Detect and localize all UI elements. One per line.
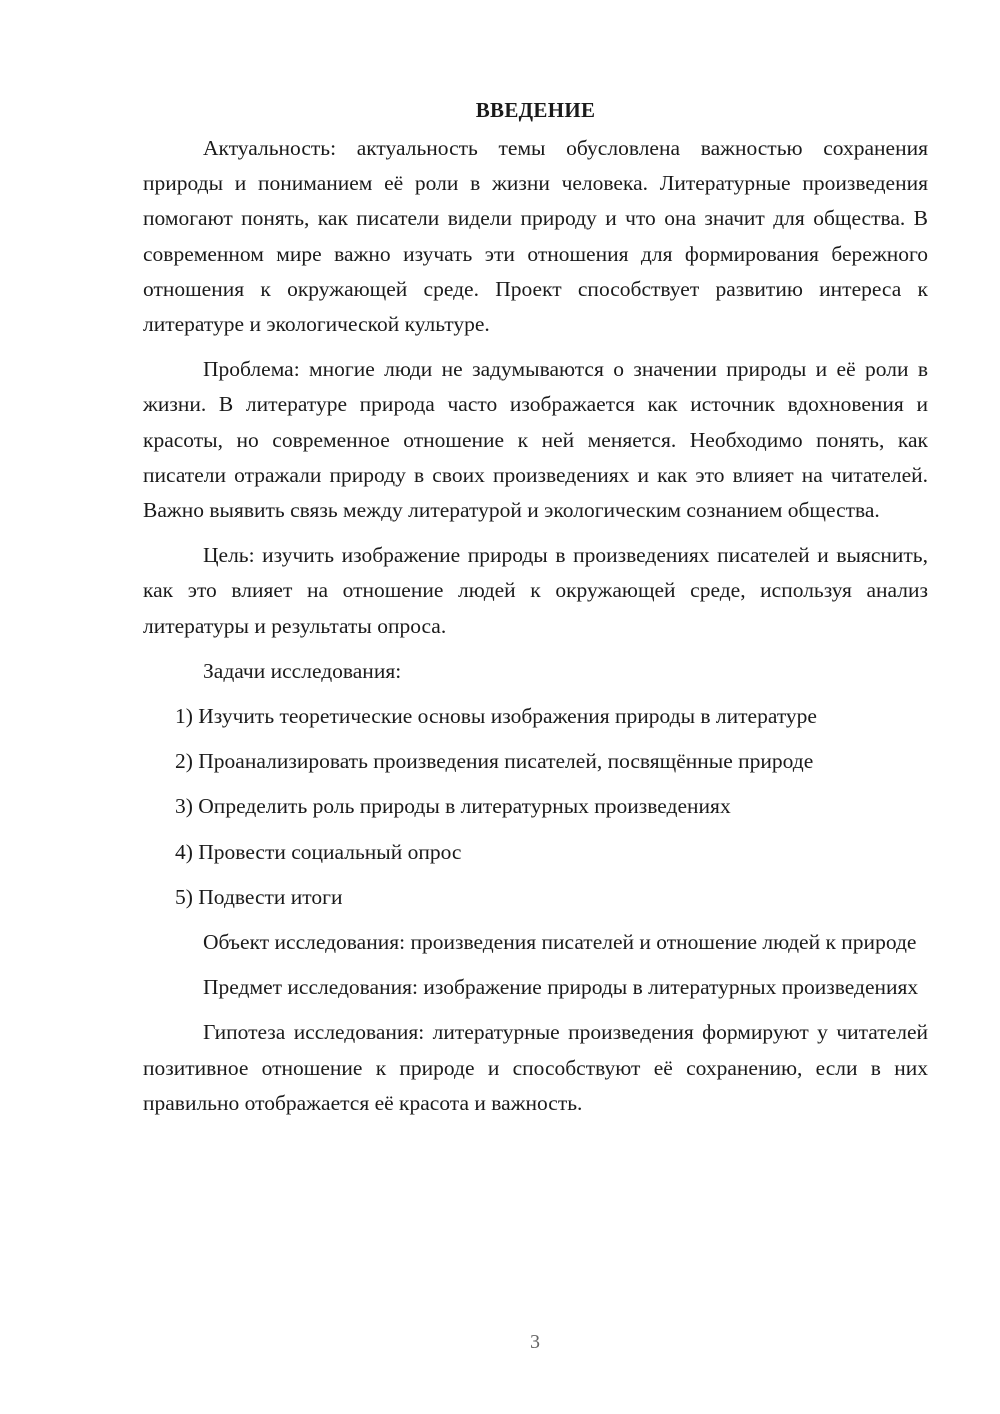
hypothesis-paragraph: Гипотеза исследования: литературные произведения формируют у читателей позитивное отношение к природе и способствуют её сохранению, если в них правильно отображается её красота и важность. [143,1020,928,1115]
list-item: 1) Изучить теоретические основы изображения природы в литературе [175,704,817,729]
page-number: 3 [530,1331,540,1353]
list-item: 4) Провести социальный опрос [175,839,462,864]
page-title: ВВЕДЕНИЕ [475,98,596,122]
object-paragraph: Объект исследования: произведения писателей и отношение людей к природе [203,930,917,955]
subject-paragraph: Предмет исследования: изображение природы в литературных произведениях [203,975,919,1000]
list-item: 2) Проанализировать произведения писателей, посвящённые природе [175,749,814,774]
list-item: 3) Определить роль природы в литературных произведениях [175,794,731,819]
goal-paragraph: Цель: изучить изображение природы в произведениях писателей и выяснить, как это влияет на отношение людей к окружающей среде, используя анализ литературы и результаты опроса. [143,543,928,638]
problem-paragraph: Проблема: многие люди не задумываются о значении природы и её роли в жизни. В литературе природа часто изображается как источник вдохновения и красоты, но современное отношение к ней меняется. Необходимо понять, как писатели отражали природу в своих произведениях и как это влияет на читателей. Важно выявить связь между литературой и экологическим сознанием общества. [143,357,928,523]
document-page [143,95,928,1121]
list-item: 5) Подвести итоги [175,884,343,909]
tasks-heading: Задачи исследования: [203,658,402,683]
relevance-paragraph: Актуальность: актуальность темы обусловлена важностью сохранения природы и пониманием её роли в жизни человека. Литературные произведения помогают понять, как писатели видели природу и что она значит для общества. В современном мире важно изучать эти отношения для формирования бережного отношения к окружающей среде. Проект способствует развитию интереса к литературе и экологической культуре. [143,136,928,337]
task-list [143,699,928,915]
